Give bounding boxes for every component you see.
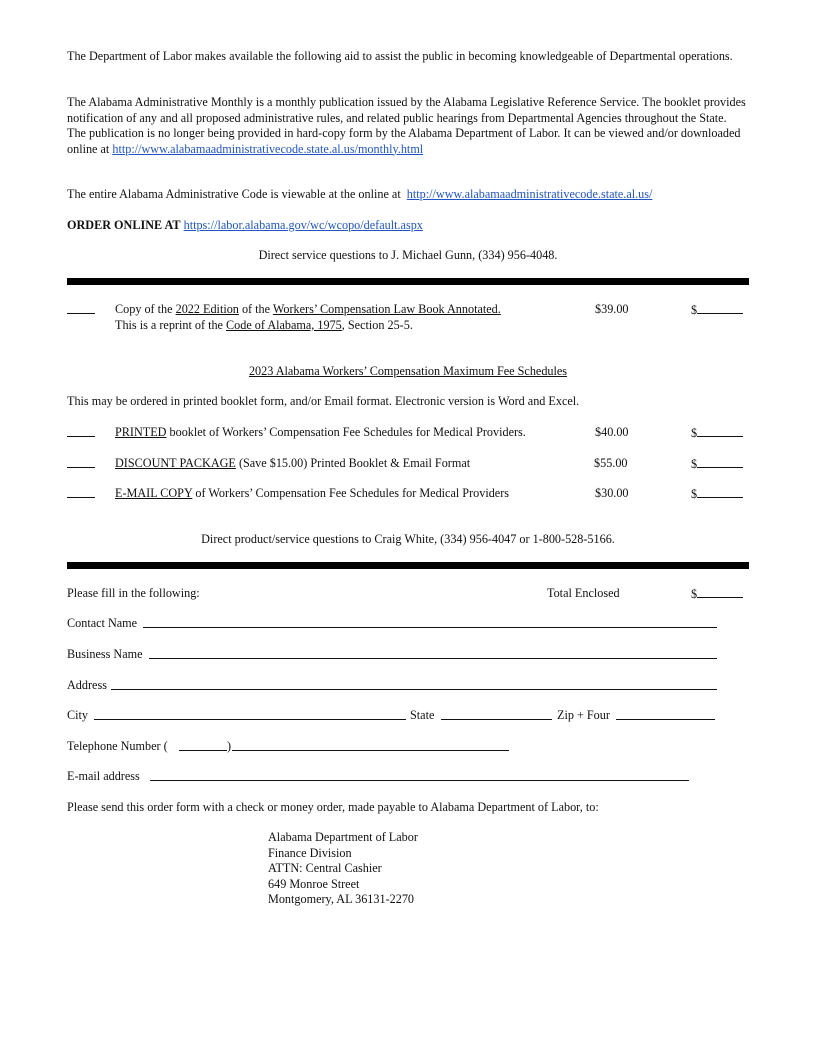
total-enclosed-label: Total Enclosed <box>547 586 620 600</box>
email-label: E-mail address <box>67 769 140 783</box>
order-online-link[interactable]: https://labor.alabama.gov/wc/wcopo/default.aspx <box>183 218 423 232</box>
code-of-alabama: Code of Alabama, 1975 <box>226 318 342 332</box>
printed-price: $40.00 <box>595 425 629 439</box>
printed-label: PRINTED <box>115 425 167 439</box>
address-field[interactable] <box>111 678 717 690</box>
email-copy-description: E-MAIL COPY of Workers’ Compensation Fee Schedules for Medical Providers <box>115 486 510 500</box>
printed-total: $ <box>691 425 743 442</box>
email-copy-total-blank[interactable] <box>697 486 743 498</box>
address-line-2: Finance Division <box>268 845 352 860</box>
city-label: City <box>67 708 88 722</box>
email-copy-label: E-MAIL COPY <box>115 486 193 500</box>
intro-paragraph-1: The Department of Labor makes available the following aid to assist the public in becoming knowledgeable of Departmental operations. <box>67 49 733 63</box>
mailing-address <box>268 830 568 908</box>
city-field[interactable] <box>94 708 406 720</box>
monthly-link[interactable]: http://www.alabamaadministrativecode.state.al.us/monthly.html <box>112 141 424 156</box>
email-field[interactable] <box>150 769 689 781</box>
fee-schedule-heading: 2023 Alabama Workers’ Compensation Maximum Fee Schedules <box>248 364 568 378</box>
form-header-row <box>67 586 749 602</box>
address-line-3: ATTN: Central Cashier <box>268 861 382 875</box>
law-book-edition: 2022 Edition <box>175 302 239 316</box>
printed-qty-blank[interactable] <box>67 425 95 437</box>
intro-paragraph-3 <box>67 187 747 203</box>
zip-field[interactable] <box>616 708 715 720</box>
fee-item-row <box>67 456 749 472</box>
total-enclosed: $ <box>691 586 743 603</box>
law-book-reprint-row <box>67 318 749 334</box>
intro-paragraph-2 <box>67 95 747 157</box>
area-code-field[interactable] <box>179 739 227 751</box>
monthly-description: The Alabama Administrative Monthly is a monthly publication issued by the Alabama Legislative Reference Service. The booklet provides notification of any and all proposed administrative rules, and related public hearings from Departmental Agencies throughout the State. The publication is no longer being provided in hard-copy form by the Alabama Department of Labor. It can be viewed and/or downloaded online at <box>67 95 746 156</box>
law-book-title: Workers’ Compensation Law Book Annotated. <box>272 302 501 316</box>
order-online-line <box>67 218 747 234</box>
law-book-order-row <box>67 302 749 318</box>
law-book-total: $ <box>691 302 743 319</box>
email-copy-price: $30.00 <box>595 486 629 500</box>
discount-total: $ <box>691 456 743 473</box>
law-book-description: Copy of the 2022 Edition of the Workers’ Compensation Law Book Annotated. <box>115 302 501 316</box>
email-row <box>67 769 749 785</box>
printed-total-blank[interactable] <box>697 425 743 437</box>
fee-item-row <box>67 486 749 502</box>
state-label: State <box>410 708 435 722</box>
business-name-row <box>67 647 749 663</box>
address-line-4: 649 Monroe Street <box>268 876 360 891</box>
address-line-5: Montgomery, AL 36131-2270 <box>268 892 415 906</box>
section-divider-2 <box>67 562 749 569</box>
contact-name-field[interactable] <box>143 616 717 628</box>
discount-total-blank[interactable] <box>697 456 743 468</box>
business-name-label: Business Name <box>67 647 143 661</box>
zip-label: Zip + Four <box>557 708 610 722</box>
discount-description: DISCOUNT PACKAGE (Save $15.00) Printed Booklet & Email Format <box>115 456 471 470</box>
email-copy-qty-blank[interactable] <box>67 486 95 498</box>
total-enclosed-blank[interactable] <box>697 586 743 598</box>
business-name-field[interactable] <box>149 647 717 659</box>
address-label: Address <box>67 678 107 692</box>
service-contact-gunn: Direct service questions to J. Michael Gunn, (334) 956-4048. <box>258 248 558 262</box>
admin-code-link[interactable]: http://www.alabamaadministrativecode.state.al.us/ <box>406 187 653 201</box>
law-book-qty-blank[interactable] <box>67 302 95 314</box>
address-line-1: Alabama Department of Labor <box>268 830 418 844</box>
state-field[interactable] <box>441 708 552 720</box>
law-book-total-blank[interactable] <box>697 302 743 314</box>
address-row <box>67 678 749 694</box>
code-description: The entire Alabama Administrative Code is viewable at the online at <box>67 187 401 201</box>
section-divider-1 <box>67 278 749 285</box>
order-online-label: ORDER ONLINE AT <box>67 218 181 232</box>
discount-qty-blank[interactable] <box>67 456 95 468</box>
discount-price: $55.00 <box>594 456 628 470</box>
city-state-zip-row <box>67 708 749 724</box>
telephone-field[interactable] <box>232 739 509 751</box>
contact-name-row <box>67 616 749 632</box>
contact-name-label: Contact Name <box>67 616 138 630</box>
telephone-label: Telephone Number ( <box>67 739 168 753</box>
law-book-price: $39.00 <box>595 302 629 316</box>
discount-label: DISCOUNT PACKAGE <box>115 456 236 470</box>
email-copy-total: $ <box>691 486 743 503</box>
product-contact-white: Direct product/service questions to Craig White, (334) 956-4047 or 1-800-528-5166. <box>201 532 615 546</box>
telephone-row <box>67 739 749 755</box>
printed-description: PRINTED booklet of Workers’ Compensation Fee Schedules for Medical Providers. <box>115 425 526 439</box>
law-book-reprint-note: This is a reprint of the Code of Alabama, 1975, Section 25-5. <box>115 318 413 332</box>
telephone-close-paren: ) <box>227 739 232 753</box>
form-prompt: Please fill in the following: <box>67 586 200 600</box>
fee-schedule-note: This may be ordered in printed booklet form, and/or Email format. Electronic version is Word and Excel. <box>67 394 580 408</box>
send-instructions: Please send this order form with a check or money order, made payable to Alabama Department of Labor, to: <box>67 800 599 814</box>
fee-item-row <box>67 425 749 441</box>
